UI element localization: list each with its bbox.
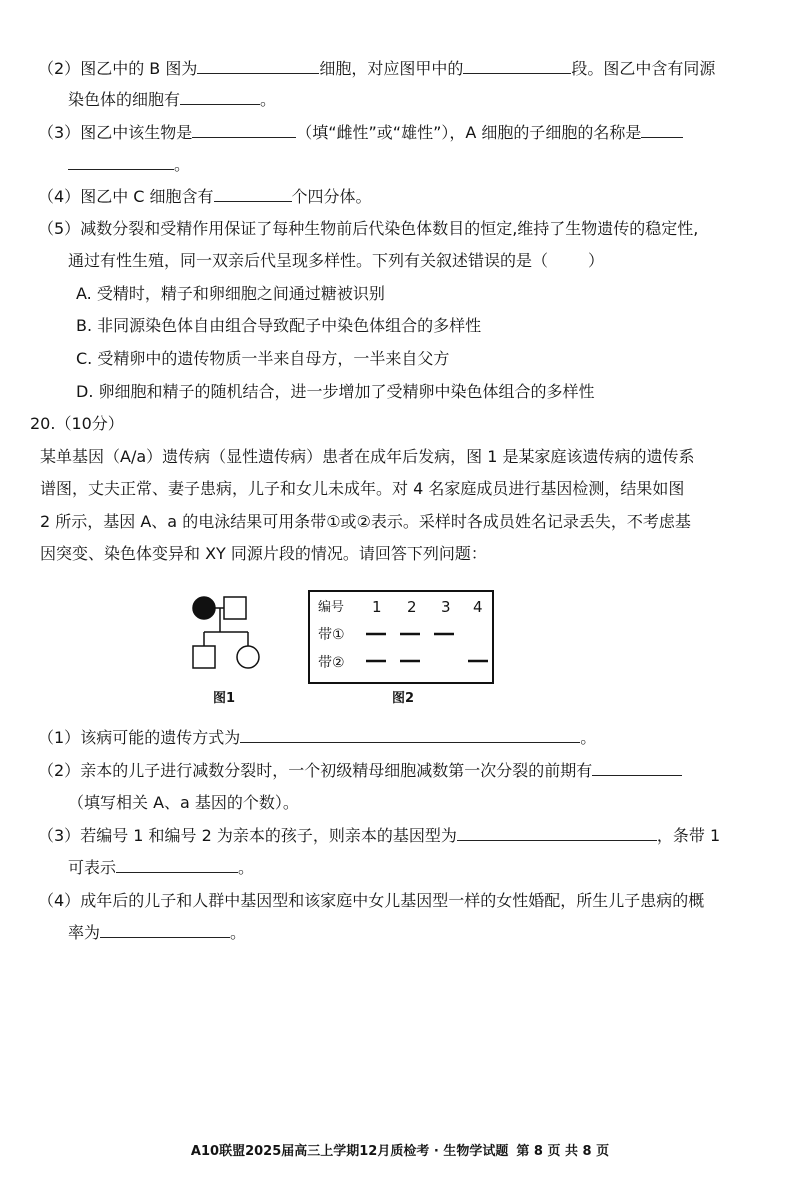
q20-sub-3: （3）若编号 1 和编号 2 为亲本的孩子，则亲本的基因型为 ，条带 1 [38,826,721,845]
question-4: （4）图乙中 C 细胞含有 个四分体。 [38,187,372,206]
lane-3-label: 3 [441,598,451,616]
electrophoresis-figure [308,590,494,684]
question-5: （5）减数分裂和受精作用保证了每种生物前后代染色体数目的恒定,维持了生物遗传的稳定性, [38,219,699,238]
q20-sub-2-cont: （填写相关 A、a 基因的个数）。 [68,793,299,812]
q20-sub-2: （2）亲本的儿子进行减数分裂时，一个初级精母细胞减数第一次分裂的前期有 [38,760,682,782]
question-2: （2）图乙中的 B 图为 细胞，对应图甲中的 段。图乙中含有同源 [38,59,716,78]
answer-blank[interactable] [197,59,319,74]
question-5-cont: 通过有性生殖，同一双亲后代呈现多样性。下列有关叙述错误的是（ ） [68,251,605,270]
answer-blank[interactable] [116,858,238,873]
normal-male-symbol [224,597,246,619]
q20-sub-3-cont: 可表示 。 [68,858,255,877]
answer-blank[interactable] [457,826,657,841]
lane-4-label: 4 [473,598,483,616]
answer-blank[interactable] [214,187,292,202]
answer-blank[interactable] [240,728,580,743]
option-c: C. 受精卵中的遗传物质一半来自母方，一半来自父方 [76,349,450,368]
lane-2-label: 2 [407,598,417,616]
q20-sub-1: （1）该病可能的遗传方式为 。 [38,728,597,747]
figure-2-caption: 图2 [392,691,415,706]
daughter-symbol [237,646,259,668]
question-20-stem-3: 2 所示，基因 A、a 的电泳结果可用条带①或②表示。采样时各成员姓名记录丢失，不考虑基 [40,512,691,531]
option-b: B. 非同源染色体自由组合导致配子中染色体组合的多样性 [76,316,482,335]
answer-blank[interactable] [192,123,296,138]
question-20-stem-2: 谱图，丈夫正常、妻子患病，儿子和女儿未成年。对 4 名家庭成员进行基因检测，结果如图 [40,479,685,498]
option-d: D. 卵细胞和精子的随机结合，进一步增加了受精卵中染色体组合的多样性 [76,382,595,401]
fig2-number-label: 编号 [318,600,345,615]
answer-blank[interactable] [463,59,571,74]
answer-blank[interactable] [180,90,260,105]
answer-blank[interactable] [641,123,683,138]
page-number: 第 8 页 共 8 页 [516,1144,610,1159]
question-3: （3）图乙中该生物是 （填“雌性”或“雄性”），A 细胞的子细胞的名称是 [38,122,683,144]
answer-blank[interactable] [68,155,174,170]
question-20-stem-1: 某单基因（A/a）遗传病（显性遗传病）患者在成年后发病，图 1 是某家庭该遗传病的遗传系 [40,447,695,466]
lane-1-label: 1 [372,598,382,616]
answer-blank[interactable] [592,761,682,776]
son-symbol [193,646,215,668]
exam-title: A10联盟2025届高三上学期12月质检考 · 生物学试题 [190,1144,509,1159]
q20-sub-4: （4）成年后的儿子和人群中基因型和该家庭中女儿基因型一样的女性婚配，所生儿子患病的概 [38,891,705,910]
option-a: A. 受精时，精子和卵细胞之间通过糖被识别 [76,284,385,303]
q20-sub-4-cont: 率为 。 [68,923,247,942]
question-3-cont: 。 [68,154,190,176]
question-2-cont: 染色体的细胞有 。 [68,90,277,109]
question-20-stem-4: 因突变、染色体变异和 XY 同源片段的情况。请回答下列问题： [40,544,487,563]
answer-blank[interactable] [100,923,230,938]
affected-female-symbol [193,597,215,619]
question-20-header: 20.（10分） [30,414,124,433]
band-2-label: 带② [318,655,345,671]
pedigree-figure [180,588,280,678]
page-footer [0,1140,800,1159]
band-1-label: 带① [318,627,345,643]
figure-1-caption: 图1 [213,691,236,706]
